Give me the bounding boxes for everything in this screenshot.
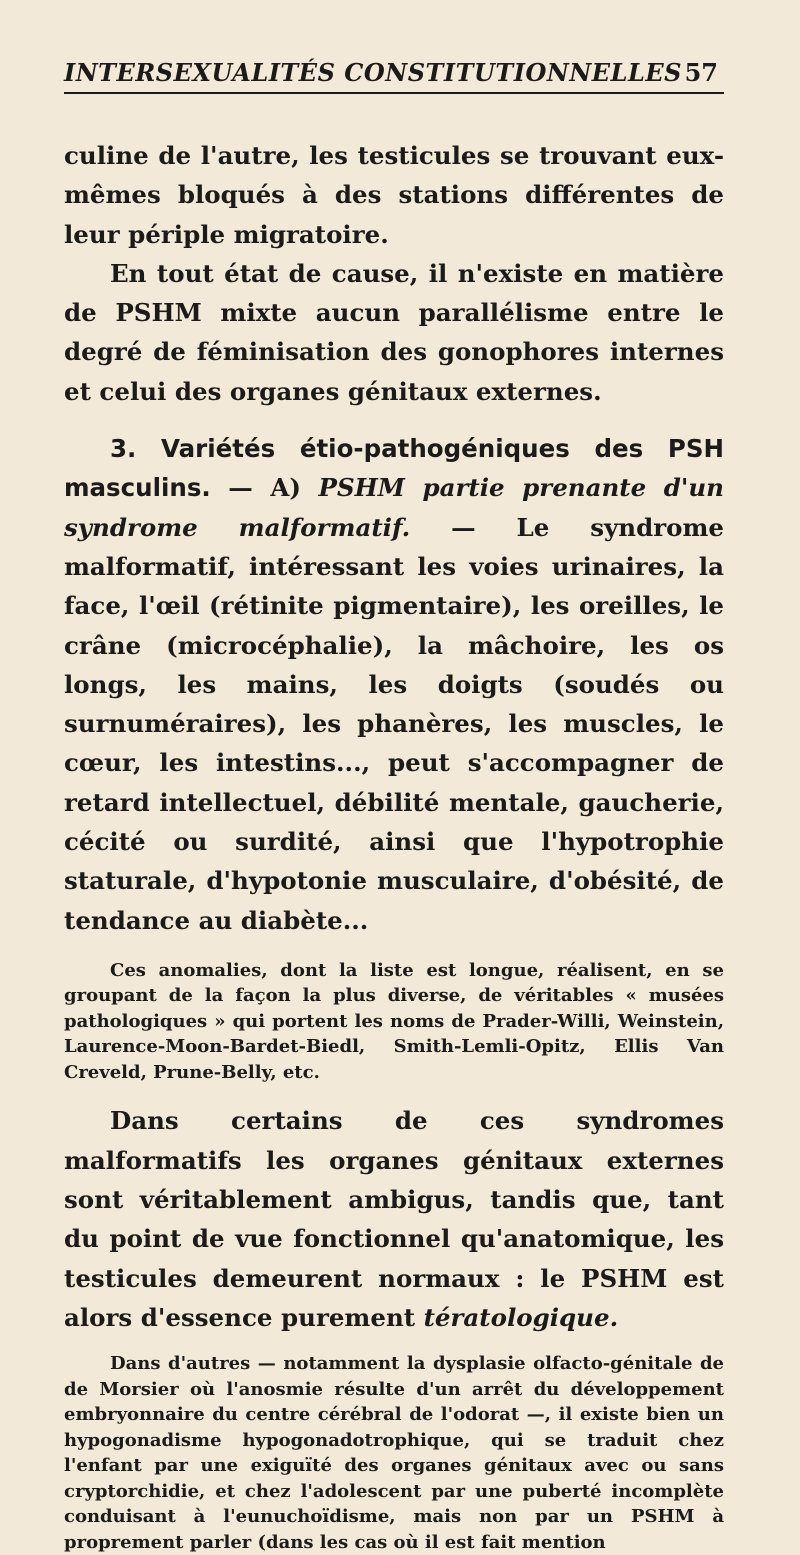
page-number: 57 xyxy=(684,58,718,87)
section-body-text: — Le syndrome malformatif, intéressant les voies urinaires, la face, l'œil (rétinite pigmentaire), les oreilles, le crâne (microcéphalie), la mâchoire, les os longs, les mains, les doigts (soudés ou surnuméraires), les phanères, les muscles, le cœur, les intestins..., peut s'accompagner de retard intellectuel, débilité mentale, gaucherie, cécité ou surdité, ainsi que l'hypotrophie staturale, d'hypotonie musculaire, d'obésité, de tendance au diabète... xyxy=(64,512,724,935)
header-rule xyxy=(64,92,724,94)
teratologique-term: tératologique. xyxy=(423,1302,619,1332)
running-head: INTERSEXUALITÉS CONSTITUTIONNELLES xyxy=(64,58,682,87)
paragraph-section-3 xyxy=(64,429,724,940)
teratologique-body-text: Dans certains de ces syndromes malformatifs les organes génitaux externes sont véritablement ambigus, tandis que, tant du point de vue fonctionnel qu'anatomique, les testicules demeurent normaux : le PSHM est alors d'essence purement xyxy=(64,1106,724,1332)
small-print-paragraph-de-morsier: Dans d'autres — notamment la dysplasie olfacto-génitale de de Morsier où l'anosmie résulte d'un arrêt du développement embryonnaire du centre cérébral de l'odorat —, il existe bien un hypogonadisme hypogonadotrophique, qui se traduit chez l'enfant par une exiguïté des organes génitaux avec ou sans cryptorchidie, et chez l'adolescent par une puberté incomplète conduisant à l'eunuchoïdisme, mais non par un PSHM à proprement parler (dans les cas où il est fait mention xyxy=(64,1353,724,1553)
page-header xyxy=(64,58,724,96)
paragraph-mixed-pshm: En tout état de cause, il n'existe en matière de PSHM mixte aucun parallélisme entre le degré de féminisation des gonophores internes et celui des organes génitaux externes. xyxy=(64,258,724,406)
subsection-marker: — A) xyxy=(210,473,319,503)
page-body xyxy=(64,136,724,1555)
small-print-paragraph-syndromes: Ces anomalies, dont la liste est longue, réalisent, en se groupant de la façon la plus diverse, de véritables « musées pathologiques » qui portent les noms de Prader-Willi, Weinstein, Laurence-Moon-Bardet-Biedl, Smith-Lemli-Opitz, Ellis Van Creveld, Prune-Belly, etc. xyxy=(64,959,724,1083)
paragraph-teratologique xyxy=(64,1101,724,1337)
section-heading: 3. Variétés étio-pathogéniques des PSH masculins. xyxy=(64,434,724,503)
paragraph-continuation: culine de l'autre, les testicules se trouvant eux-mêmes bloqués à des stations différentes de leur périple migratoire. xyxy=(64,141,724,249)
subsection-title: PSHM partie prenante d'un syndrome malformatif. xyxy=(64,473,724,542)
